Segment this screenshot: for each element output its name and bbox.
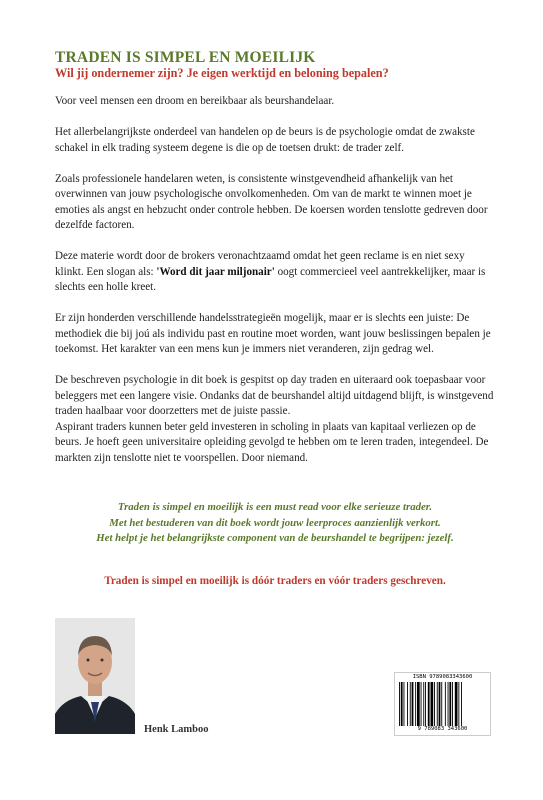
barcode-digits: 9 789083 343600 <box>417 726 468 732</box>
paragraph-5: Er zijn honderden verschillende handelsstrategieën mogelijk, maar er is slechts een juiste: De methodiek die bij joú als individu past en routine moet worden, want jouw beslissingen bepalen je toekomst. Het karakter van een mens kun je immers niet veranderen, zijn gedrag wel. <box>55 312 491 355</box>
paragraph-3: Zoals professionele handelaren weten, is consistente winstgevendheid afhankelijk van het overwinnen van jouw psychologische onvolkomenheden. Om van de markt te winnen moet je emoties als angst en hebzucht onder controle hebben. De koersen worden tenslotte gedreven door dezelfde factoren. <box>55 172 488 231</box>
tagline: Traden is simpel en moeilijk is dóór traders en vóór traders geschreven. <box>104 575 446 587</box>
paragraph-4-after: oogt commercieel veel aantrekkelijker, maar is slechts een holle kreet. <box>55 265 486 293</box>
author-portrait-icon <box>55 618 135 734</box>
paragraph-2: Het allerbelangrijkste onderdeel van handelen op de beurs is de psychologie omdat de zwakste schakel in elk trading systeem degene is die op de toetsen drukt: de trader zelf. <box>55 126 475 154</box>
blurb-body <box>55 94 495 482</box>
book-subtitle: Wil jij ondernemer zijn? Je eigen werktijd en beloning bepalen? <box>55 66 389 80</box>
isbn-barcode <box>394 672 491 736</box>
paragraph-4-before: Deze materie wordt door de brokers veronachtzaamd omdat het geen reclame is en niet sexy klinkt. Een slogan als: <box>55 250 465 278</box>
paragraph-6: De beschreven psychologie in dit boek is gespitst op day traden en uiteraard ook toepasbaar voor beleggers met een langere visie. Ondanks dat de beurshandel altijd uitdagend blijft, is winstgevend traden haalbaar voor doorzetters met de juiste passie. Aspirant traders kunnen beter geld investeren in scholing in plaats van kapitaal verliezen op de beurs. Je hoeft geen universitaire opleiding gevolgd te hebben om te leren traden, integendeel. De markten zijn tenslotte niet te voorspellen. Door niemand. <box>55 374 494 464</box>
author-photo <box>55 618 135 734</box>
review-quote <box>55 500 495 547</box>
quote-line-2: Met het bestuderen van dit boek wordt jouw leerproces aanzienlijk verkort. <box>109 516 441 529</box>
slogan-emphasis: 'Word dit jaar miljonair' <box>156 265 275 278</box>
isbn-text: ISBN 9789083343600 <box>412 674 473 680</box>
barcode-bars <box>399 682 486 726</box>
author-name: Henk Lamboo <box>144 724 209 735</box>
paragraph-1: Voor veel mensen een droom en bereikbaar als beurshandelaar. <box>55 95 335 107</box>
paragraph-4 <box>55 249 495 296</box>
quote-line-1: Traden is simpel en moeilijk is een must read voor elke serieuze trader. <box>117 501 433 513</box>
book-title: TRADEN IS SIMPEL EN MOEILIJK <box>55 49 316 66</box>
quote-line-3: Het helpt je het belangrijkste component van de beurshandel te begrijpen: jezelf. <box>96 532 454 544</box>
